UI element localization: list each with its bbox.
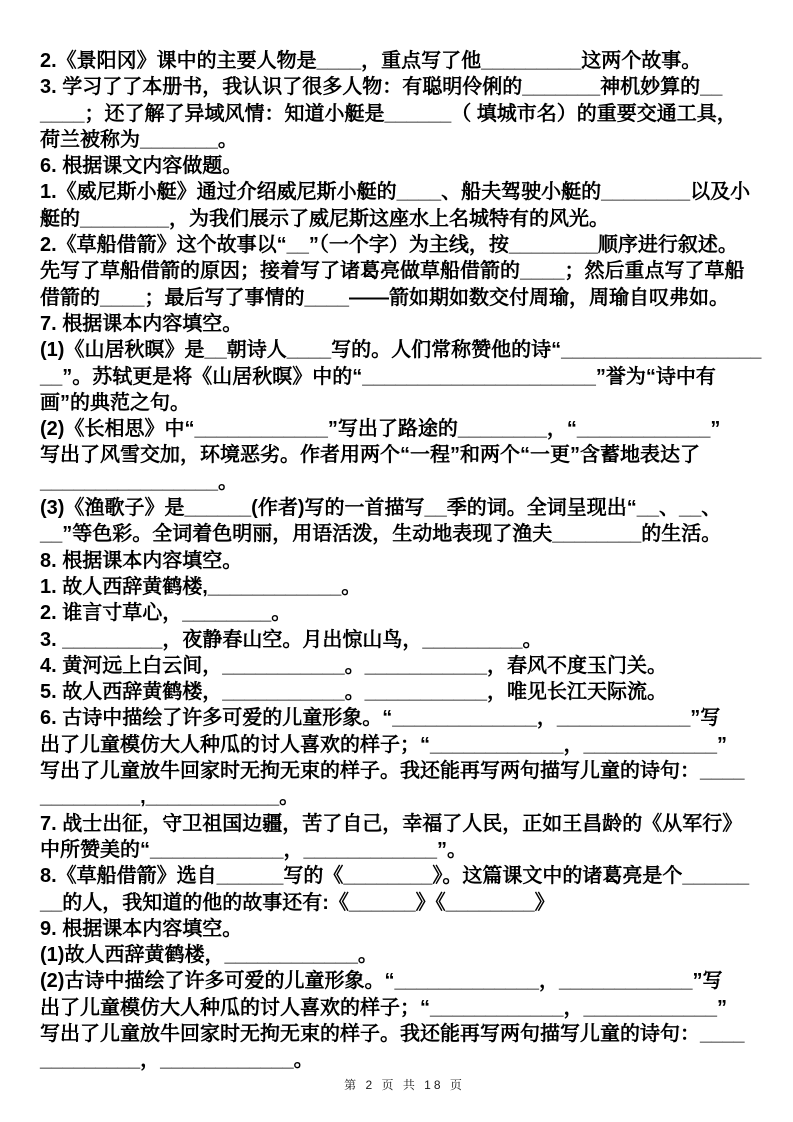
doc-line-34: 9. 根据课本内容填空。 [40,917,243,940]
doc-line-01: 2.《景阳冈》课中的主要人物是____，重点写了他_________这两个故事。 [40,50,702,72]
doc-line-18: (3)《渔歌子》是______(作者)写的一首描写__季的词。全词呈现出“__、__、 [40,497,722,520]
doc-line-21: 1. 故人西辞黄鹤楼,____________。 [40,575,362,598]
doc-line-37: 出了儿童模仿大人种瓜的讨人喜欢的样子；“____________，____________” [40,996,727,1019]
doc-line-30: 7. 战士出征，守卫祖国边疆，苦了自己，幸福了人民，正如王昌龄的《从军行》 [40,812,743,835]
doc-line-14: 画”的典范之句。 [40,391,190,414]
doc-line-39: _________，____________。 [40,1049,314,1072]
doc-line-16: 写出了风雪交加，环境恶劣。作者用两个“一程”和两个“一更”含蓄地表达了 [40,444,700,467]
doc-line-32: 8.《草船借箭》选自______写的《________》。这篇课文中的诸葛亮是个______ [40,865,750,888]
page-number-footer: 第 2 页 共 18 页 [344,1077,465,1092]
doc-line-09: 先写了草船借箭的原因；接着写了诸葛亮做草船借箭的____；然后重点写了草船 [40,260,745,283]
doc-line-28: 写出了儿童放牛回家时无拘无束的样子。我还能再写两句描写儿童的诗句：____ [40,760,745,783]
doc-line-15: (2)《长相思》中“____________”写出了路途的________，“____________” [40,418,721,441]
doc-line-05: 6. 根据课文内容做题。 [40,155,243,178]
doc-line-06: 1.《威尼斯小艇》通过介绍威尼斯小艇的____、船夫驾驶小艇的________以及小 [40,181,751,204]
doc-line-25: 5. 故人西辞黄鹤楼，___________。___________，唯见长江天际流。 [40,681,667,704]
doc-line-08: 2.《草船借箭》这个故事以“__”（一个字）为主线，按________顺序进行叙述。 [40,234,738,257]
doc-line-22: 2. 谁言寸草心，________。 [40,602,292,625]
doc-line-20: 8. 根据课本内容填空。 [40,549,243,572]
doc-line-27: 出了儿童模仿大人种瓜的讨人喜欢的样子；“____________，____________” [40,733,727,756]
doc-line-31: 中所赞美的“____________，____________”。 [40,838,467,861]
doc-line-29: _________,____________。 [40,786,300,809]
doc-line-24: 4. 黄河远上白云间，___________。___________，春风不度玉门关。 [40,654,667,677]
doc-line-36: (2)古诗中描绘了许多可爱的儿童形象。“_____________，____________”写 [40,970,723,993]
doc-line-19: __”等色彩。全词着色明丽，用语活泼，生动地表现了渔夫________的生活。 [40,523,722,546]
doc-line-38: 写出了儿童放牛回家时无拘无束的样子。我还能再写两句描写儿童的诗句：____ [40,1022,745,1045]
doc-line-04: 荷兰被称为_______。 [40,128,238,151]
doc-line-03: ____；还了解了异域风情：知道小艇是______（ 填城市名）的重要交通工具， [40,102,737,125]
doc-line-02: 3. 学习了了本册书，我认识了很多人物：有聪明伶俐的_______神机妙算的__ [40,76,723,99]
doc-line-07: 艇的________，为我们展示了威尼斯这座水上名城特有的风光。 [40,207,609,230]
doc-line-17: ________________。 [40,470,238,493]
doc-line-11: 7. 根据课本内容填空。 [40,312,243,335]
doc-line-13: __”。苏轼更是将《山居秋暝》中的“_____________________”誉为“诗中有 [40,365,716,388]
doc-line-26: 6. 古诗中描绘了许多可爱的儿童形象。“_____________，____________”写 [40,707,721,730]
doc-line-10: 借箭的____；最后写了事情的____——箭如期如数交付周瑜，周瑜自叹弗如。 [40,286,729,309]
doc-line-23: 3. _________，夜静春山空。月出惊山鸟，_________。 [40,628,543,651]
doc-line-12: (1)《山居秋暝》是__朝诗人____写的。人们常称赞他的诗“__________________ [40,339,762,362]
doc-line-33: __的人，我知道的他的故事还有:《______》《________》 [40,891,555,914]
doc-line-35: (1)故人西辞黄鹤楼，____________。 [40,944,378,967]
